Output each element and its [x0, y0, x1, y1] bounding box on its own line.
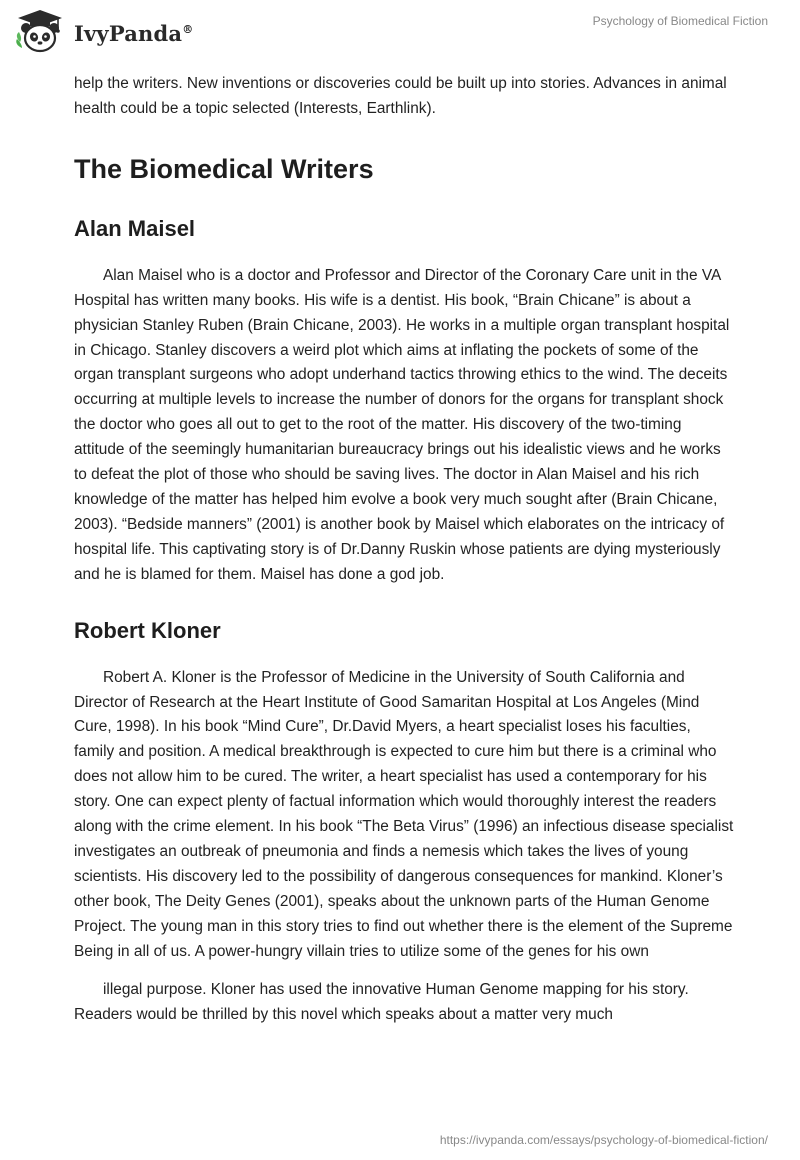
document-title: Psychology of Biomedical Fiction	[592, 14, 768, 28]
source-url[interactable]: https://ivypanda.com/essays/psychology-of-biomedical-fiction/	[439, 1133, 768, 1147]
page-header	[0, 0, 800, 60]
writer-heading-kloner: Robert Kloner	[74, 617, 221, 643]
essay-content	[74, 72, 734, 1028]
writer-paragraph-kloner-continued: illegal purpose. Kloner has used the innovative Human Genome mapping for his story. Readers would be thrilled by this novel which speaks about a matter very much	[74, 981, 689, 1024]
intro-paragraph: help the writers. New inventions or discoveries could be built up into stories. Advances in animal health could be a topic selected (Interests, Earthlink).	[74, 75, 727, 117]
writer-paragraph-kloner: Robert A. Kloner is the Professor of Medicine in the University of South California and Director of Research at the Heart Institute of Good Samaritan Hospital at Los Angeles (Mind Cure, 1998). In his book “Mind Cure”, Dr.David Myers, a heart specialist loses his faculties, family and position. A medical breakthrough is expected to cure him but there is a criminal who does not allow him to be cured. The writer, a heart specialist has used a contemporary for his story. One can expect plenty of factual information which would thoroughly interest the readers along with the crime element. In his book “The Beta Virus” (1996) an infectious disease specialist investigates an outbreak of pneumonia and finds a nemesis which takes the lives of young scientists. His discovery led to the possibility of dangerous consequences for mankind. Kloner’s other book, The Deity Genes (2001), speaks about the unknown parts of the Human Genome Project. The young man in this story tries to find out whether there is the element of the Supreme Being in all of us. A power-hungry villain tries to utilize some of the genes for his own	[74, 668, 734, 960]
writer-heading-maisel: Alan Maisel	[74, 215, 196, 241]
writer-paragraph-maisel: Alan Maisel who is a doctor and Professor and Director of the Coronary Care unit in the VA Hospital has written many books. His wife is a dentist. His book, “Brain Chicane” is about a physician Stanley Ruben (Brain Chicane, 2003). He works in a multiple organ transplant hospital in Chicago. Stanley discovers a weird plot which aims at inflating the pockets of some of the organ transplant surgeons who adopt underhand tactics throwing ethics to the wind. The deceits occurring at multiple levels to increase the number of donors for the organs for transplant shock the doctor who goes all out to get to the root of the matter. His discovery of the two-timing attitude of the seemingly humanitarian bureaucracy brings out his idealistic views and he works to defeat the plot of those who should be saving lives. The doctor in Alan Maisel and his rich knowledge of the matter has helped him evolve a book very much sought after (Brain Chicane, 2003). “Bedside manners” (2001) is another book by Maisel which elaborates on the intricacy of hospital life. This captivating story is of Dr.Danny Ruskin whose patients are dying mysteriously and he is blamed for them. Maisel has done a god job.	[74, 266, 730, 583]
brand-logo[interactable]	[14, 8, 193, 54]
section-heading: The Biomedical Writers	[74, 153, 374, 184]
brand-name: IvyPanda®	[74, 20, 194, 46]
panda-graduate-icon	[14, 8, 66, 54]
